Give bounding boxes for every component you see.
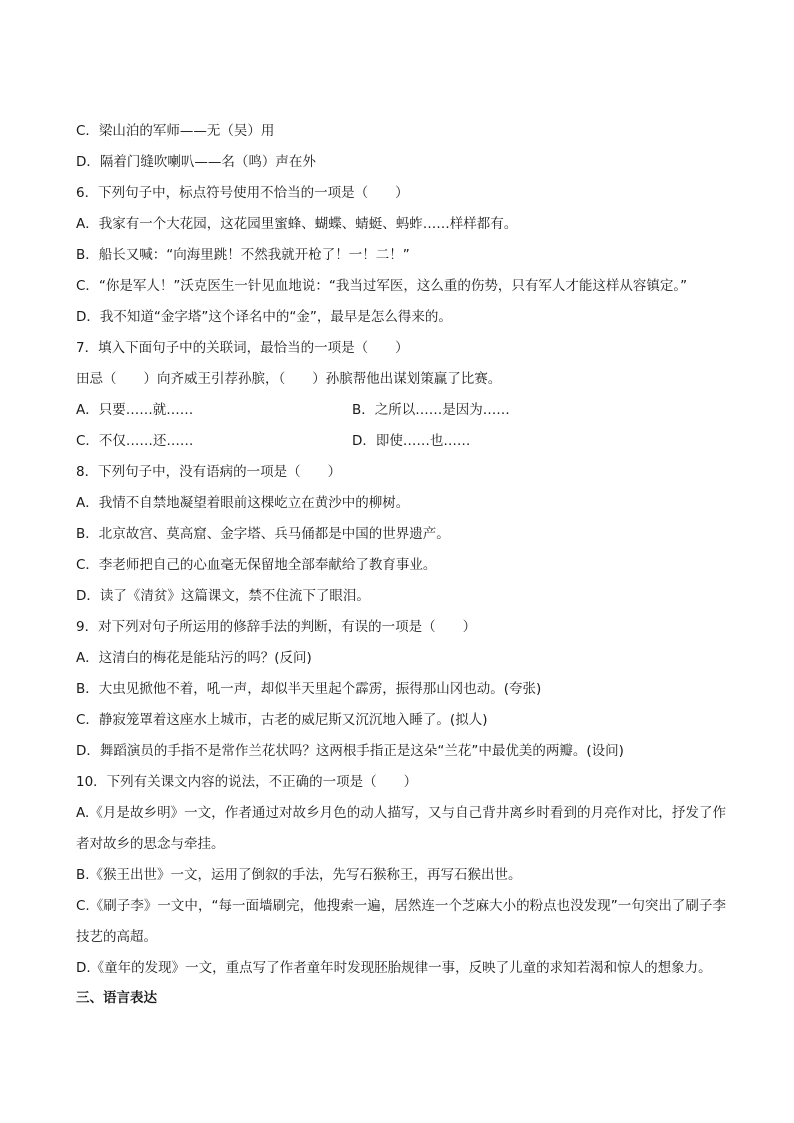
q6-stem: 6．下列句子中，标点符号使用不恰当的一项是（ ）: [76, 185, 409, 201]
section-heading: 三、语言表达: [76, 990, 157, 1006]
q6-option-a: A．我家有一个大花园，这花园里蜜蜂、蝴蝶、蜻蜓、蚂蚱……样样都有。: [76, 216, 518, 232]
q10-option-c: C.《刷子李》一文中，“每一面墙刷完，他搜索一遍，居然连一个芝麻大小的粉点也没发现”一句突出了刷子李技艺的高超。: [76, 898, 726, 945]
q6-option-d: D．我不知道“金字塔”这个译名中的“金”，最早是怎么得来的。: [76, 309, 452, 325]
q7-option-d: D．即使……也……: [352, 433, 471, 449]
q9-option-a: A．这清白的梅花是能玷污的吗？(反问): [76, 650, 312, 666]
q7-stem: 7．填入下面句子中的关联词，最恰当的一项是（ ）: [76, 340, 409, 356]
q8-option-b: B．北京故宫、莫高窟、金字塔、兵马俑都是中国的世界遗产。: [76, 526, 450, 542]
q7-options-row-1: [76, 395, 726, 426]
q8-option-d: D．读了《清贫》这篇课文，禁不住流下了眼泪。: [76, 588, 370, 604]
q7-options-row-2: [76, 426, 726, 457]
q10-option-a: A.《月是故乡明》一文，作者通过对故乡月色的动人描写，又与自己背井离乡时看到的月亮作对比，抒发了作者对故乡的思念与牵挂。: [76, 805, 726, 852]
q7-option-b: B．之所以……是因为……: [352, 402, 510, 418]
q8-option-a: A．我情不自禁地凝望着眼前这棵屹立在黄沙中的柳树。: [76, 495, 410, 511]
q9-option-c: C．静寂笼罩着这座水上城市，古老的威尼斯又沉沉地入睡了。(拟人): [76, 712, 488, 728]
q5-option-c: C．梁山泊的军师——无（吴）用: [76, 123, 275, 139]
q9-option-d: D．舞蹈演员的手指不是常作兰花状吗？这两根手指正是这朵“兰花”中最优美的两瓣。(设问): [76, 743, 624, 759]
q6-option-c: C．“你是军人！”沃克医生一针见血地说：“我当过军医，这么重的伤势，只有军人才能这样从容镇定。”: [76, 278, 688, 294]
q5-option-d: D．隔着门缝吹喇叭——名（鸣）声在外: [76, 154, 316, 170]
q7-sentence: 田忌（ ）向齐威王引荐孙膑，（ ）孙膑帮他出谋划策赢了比赛。: [76, 371, 502, 387]
q10-option-d: D.《童年的发现》一文，重点写了作者童年时发现胚胎规律一事，反映了儿童的求知若渴和惊人的想象力。: [76, 960, 712, 976]
q8-option-c: C．李老师把自己的心血毫无保留地全部奉献给了教育事业。: [76, 557, 437, 573]
q7-option-a: A．只要……就……: [76, 402, 194, 418]
q7-option-c: C．不仅……还……: [76, 433, 194, 449]
q9-option-b: B．大虫见掀他不着，吼一声，却似半天里起个霹雳，振得那山冈也动。(夸张): [76, 681, 542, 697]
q9-stem: 9．对下列对句子所运用的修辞手法的判断，有误的一项是（ ）: [76, 619, 477, 635]
q6-option-b: B．船长又喊：“向海里跳！不然我就开枪了！一！二！”: [76, 247, 410, 263]
q8-stem: 8．下列句子中，没有语病的一项是（ ）: [76, 464, 342, 480]
q10-option-b: B.《猴王出世》一文，运用了倒叙的手法，先写石猴称王，再写石猴出世。: [76, 867, 522, 883]
q10-stem: 10．下列有关课文内容的说法，不正确的一项是（ ）: [76, 774, 418, 790]
worksheet-page: [76, 116, 726, 1012]
